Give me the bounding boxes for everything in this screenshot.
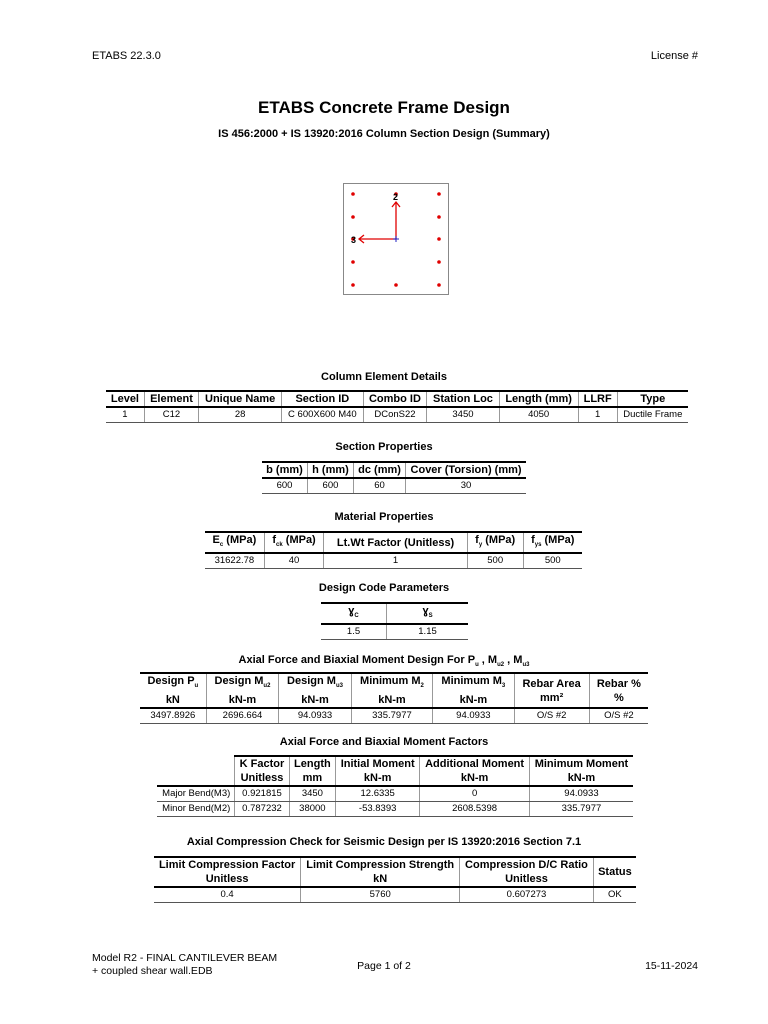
rebar-dot (437, 283, 441, 287)
table-cell: 2696.664 (206, 708, 279, 724)
moment-factors-heading: Axial Force and Biaxial Moment Factors (279, 736, 489, 748)
table-row (140, 708, 648, 724)
rebar-dot (437, 260, 441, 264)
status-cell: OK (593, 887, 636, 903)
table-header-row (106, 391, 688, 407)
table-cell: 600 (262, 478, 307, 494)
table-cell: 600 (307, 478, 353, 494)
table-cell: 40 (264, 553, 323, 569)
table-cell: 1 (106, 407, 144, 423)
table-cell: 500 (467, 553, 523, 569)
col-header: $f_{ck}$ (MPa) (264, 532, 323, 553)
table-cell: 1 (324, 553, 468, 569)
table-cell: O/S #2 (514, 708, 589, 724)
table-cell: C12 (144, 407, 198, 423)
col-header: Lt.Wt Factor (Unitless) (324, 532, 468, 553)
column-element-table (106, 390, 688, 423)
table-cell: 1 (578, 407, 617, 423)
col-header: Type (617, 391, 688, 407)
col-header: dc (mm) (353, 462, 405, 478)
col-header: $f_y$ (MPa) (467, 532, 523, 553)
material-properties-heading: Material Properties (334, 511, 434, 523)
table-cell: 335.7977 (529, 802, 633, 817)
col-header: Cover (Torsion) (mm) (406, 462, 526, 478)
col-header: Unique Name (199, 391, 282, 407)
rebar-dot (351, 283, 355, 287)
col-header: Rebar Area mm² (514, 673, 589, 708)
axis-2-label: 2 (393, 192, 399, 202)
table-cell: 1.5 (321, 624, 387, 640)
rebar-dot (351, 192, 355, 196)
table-header-row (157, 756, 633, 786)
table-cell: 94.0933 (279, 708, 352, 724)
col-header: Length (mm) (499, 391, 578, 407)
row-label: Major Bend(M3) (157, 786, 235, 802)
col-header: Additional Moment kN-m (420, 756, 530, 786)
col-header: Element (144, 391, 198, 407)
table-header-row (140, 673, 648, 708)
rebar-dot (437, 215, 441, 219)
table-cell: 0.787232 (235, 802, 289, 817)
table-cell: Ductile Frame (617, 407, 688, 423)
col-header: Length mm (289, 756, 335, 786)
col-header: Limit Compression Factor Unitless (154, 857, 301, 887)
col-header: Initial Moment kN-m (336, 756, 420, 786)
axial-design-heading: Axial Force and Biaxial Moment Design For $P_u$ , $M_{u2}$ , $M_{u3}$ (238, 654, 530, 669)
table-cell: 3450 (289, 786, 335, 802)
column-element-heading: Column Element Details (321, 371, 447, 383)
table-cell: 1.15 (387, 624, 468, 640)
table-row (205, 553, 582, 569)
rebar-dot (351, 215, 355, 219)
col-header: Design $M_{u3}$ kN-m (279, 673, 352, 708)
col-header: Limit Compression Strength kN (301, 857, 460, 887)
software-version: ETABS 22.3.0 (92, 50, 161, 62)
col-header: b (mm) (262, 462, 307, 478)
col-header: Minimum $M_2$ kN-m (351, 673, 432, 708)
rebar-dot (351, 260, 355, 264)
col-header: Compression D/C Ratio Unitless (460, 857, 594, 887)
col-header: ɣ$_C$ (321, 603, 387, 624)
row-label: Minor Bend(M2) (157, 802, 235, 817)
col-header: $f_{ys}$ (MPa) (523, 532, 582, 553)
table-cell: 94.0933 (433, 708, 514, 724)
seismic-check-table (154, 856, 636, 903)
page-title: ETABS Concrete Frame Design (258, 98, 510, 117)
table-cell: 500 (523, 553, 582, 569)
table-cell: -53.8393 (336, 802, 420, 817)
table-cell: DConS22 (363, 407, 427, 423)
table-cell: 4050 (499, 407, 578, 423)
report-date: 15-11-2024 (645, 960, 698, 972)
axial-design-table (140, 672, 648, 724)
table-cell: 0.607273 (460, 887, 594, 903)
column-section-diagram (343, 183, 449, 295)
col-header: Minimum $M_3$ kN-m (433, 673, 514, 708)
col-header: Minimum Moment kN-m (529, 756, 633, 786)
rebar-dot (437, 237, 441, 241)
table-cell: 0.921815 (235, 786, 289, 802)
table-row (157, 802, 633, 817)
material-properties-table (205, 531, 582, 569)
table-cell: 31622.78 (205, 553, 264, 569)
table-cell: 0 (420, 786, 530, 802)
page-number: Page 1 of 2 (357, 960, 411, 972)
page-subtitle: IS 456:2000 + IS 13920:2016 Column Section Design (Summary) (218, 128, 550, 140)
rebar-dot (437, 192, 441, 196)
code-params-heading: Design Code Parameters (318, 582, 450, 594)
col-header: Level (106, 391, 144, 407)
table-cell: 94.0933 (529, 786, 633, 802)
seismic-check-heading: Axial Compression Check for Seismic Design per IS 13920:2016 Section 7.1 (186, 836, 582, 848)
rebar-dot (394, 283, 398, 287)
section-properties-table (262, 461, 526, 494)
col-header (157, 756, 235, 786)
model-line-2: + coupled shear wall.EDB (92, 965, 213, 977)
table-cell: C 600X600 M40 (282, 407, 363, 423)
code-params-table (321, 602, 468, 640)
table-cell: 335.7977 (351, 708, 432, 724)
table-row (321, 624, 468, 640)
table-cell: 3497.8926 (140, 708, 206, 724)
table-row (106, 407, 688, 423)
table-cell: 28 (199, 407, 282, 423)
section-properties-heading: Section Properties (335, 441, 433, 453)
table-cell: 30 (406, 478, 526, 494)
axis-3-label: 3 (351, 235, 357, 245)
col-header: ɣ$_S$ (387, 603, 468, 624)
table-cell: 60 (353, 478, 405, 494)
moment-factors-table (157, 755, 633, 817)
col-header: K Factor Unitless (235, 756, 289, 786)
table-cell: 5760 (301, 887, 460, 903)
col-header: Section ID (282, 391, 363, 407)
table-row (157, 786, 633, 802)
license-label: License # (650, 50, 698, 62)
table-cell: 0.4 (154, 887, 301, 903)
model-line-1: Model R2 - FINAL CANTILEVER BEAM (92, 952, 278, 964)
table-header-row (262, 462, 526, 478)
table-header-row (154, 857, 636, 887)
col-header: Station Loc (427, 391, 499, 407)
table-cell: 38000 (289, 802, 335, 817)
col-header: h (mm) (307, 462, 353, 478)
table-row (262, 478, 526, 494)
table-header-row (205, 532, 582, 553)
col-header: LLRF (578, 391, 617, 407)
table-cell: 2608.5398 (420, 802, 530, 817)
col-header: Design $P_u$ kN (140, 673, 206, 708)
table-row (154, 887, 636, 903)
col-header: Combo ID (363, 391, 427, 407)
col-header: Status (593, 857, 636, 887)
table-cell: 3450 (427, 407, 499, 423)
col-header: $E_c$ (MPa) (205, 532, 264, 553)
table-cell: 12.6335 (336, 786, 420, 802)
col-header: Rebar % % (589, 673, 648, 708)
col-header: Design $M_{u2}$ kN-m (206, 673, 279, 708)
table-header-row (321, 603, 468, 624)
table-cell: O/S #2 (589, 708, 648, 724)
